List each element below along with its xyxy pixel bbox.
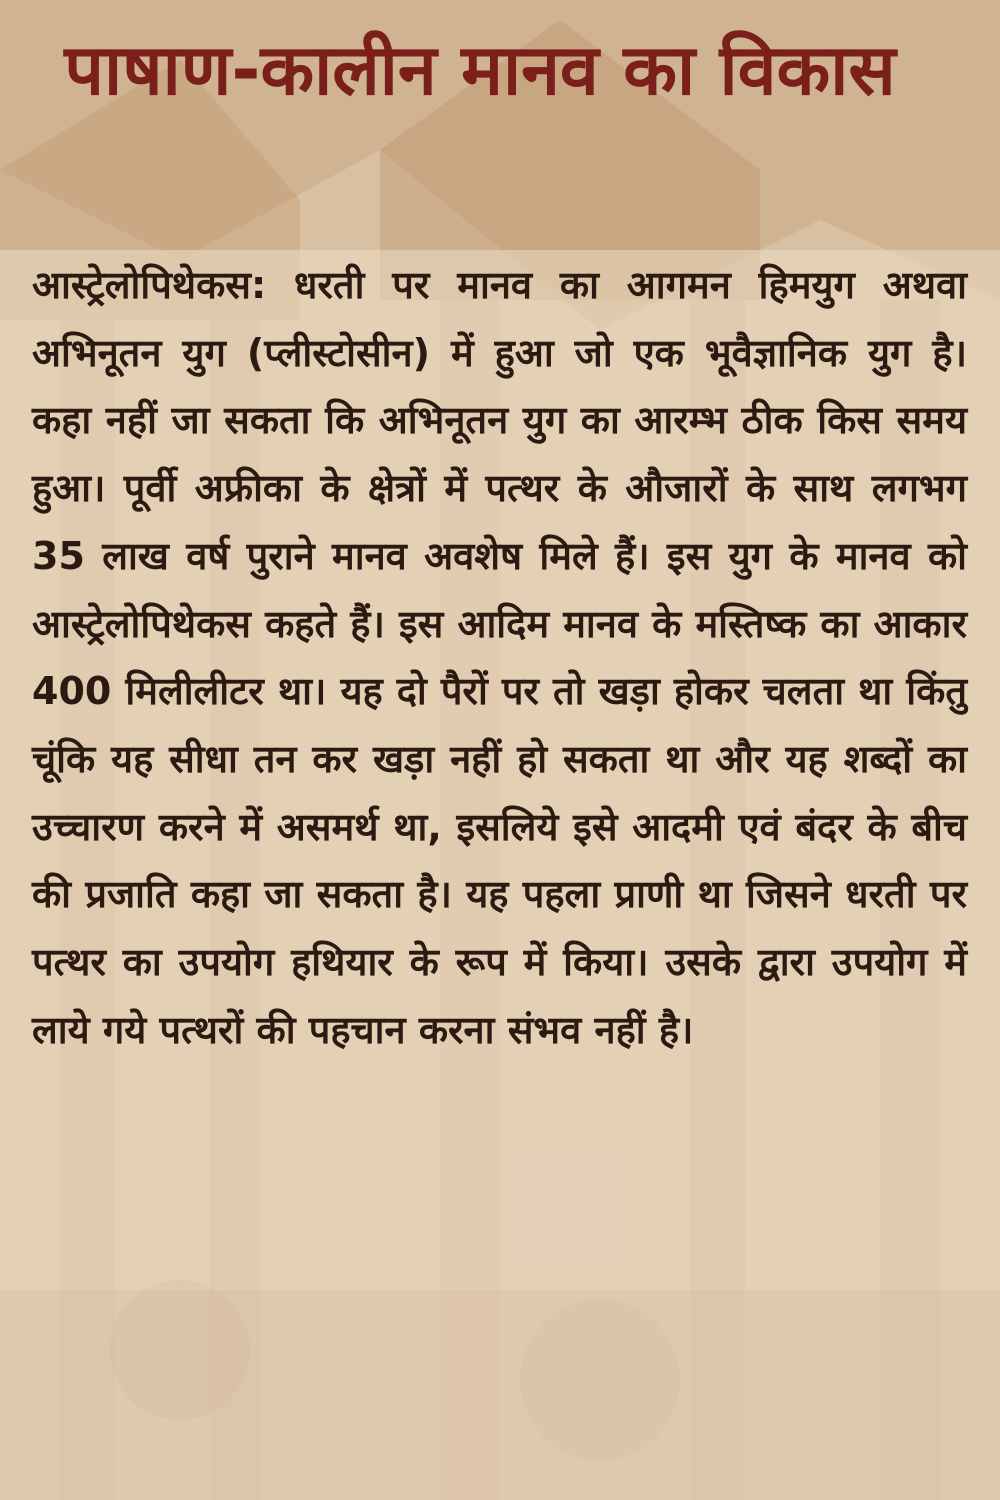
body-paragraph: आस्ट्रेलोपिथेकस: धरती पर मानव का आगमन हिमयुग अथवा अभिनूतन युग (प्लीस्टोसीन) में हुआ जो एक भूवैज्ञानिक युग है। कहा नहीं जा सकता कि अभिनूतन युग का आरम्भ ठीक किस समय हुआ। पूर्वी अफ्रीका के क्षेत्रों में पत्थर के औजारों के साथ लगभग 35 लाख वर्ष पुराने मानव अवशेष मिले हैं। इस युग के मानव को आस्ट्रेलोपिथेकस कहते हैं। इस आदिम मानव के मस्तिष्क का आकार 400 मिलीलीटर था। यह दो पैरों पर तो खड़ा होकर चलता था किंतु चूंकि यह सीधा तन कर खड़ा नहीं हो सकता था और यह शब्दों का उच्चारण करने में असमर्थ था, इसलिये इसे आदमी एवं बंदर के बीच की प्रजाति कहा जा सकता है। यह पहला प्राणी था जिसने धरती पर पत्थर का उपयोग हथियार के रूप में किया। उसके द्वारा उपयोग में लाये गये पत्थरों की पहचान करना संभव नहीं है। [32, 263, 967, 1052]
page-title: पाषाण-कालीन मानव का विकास [64, 29, 896, 111]
